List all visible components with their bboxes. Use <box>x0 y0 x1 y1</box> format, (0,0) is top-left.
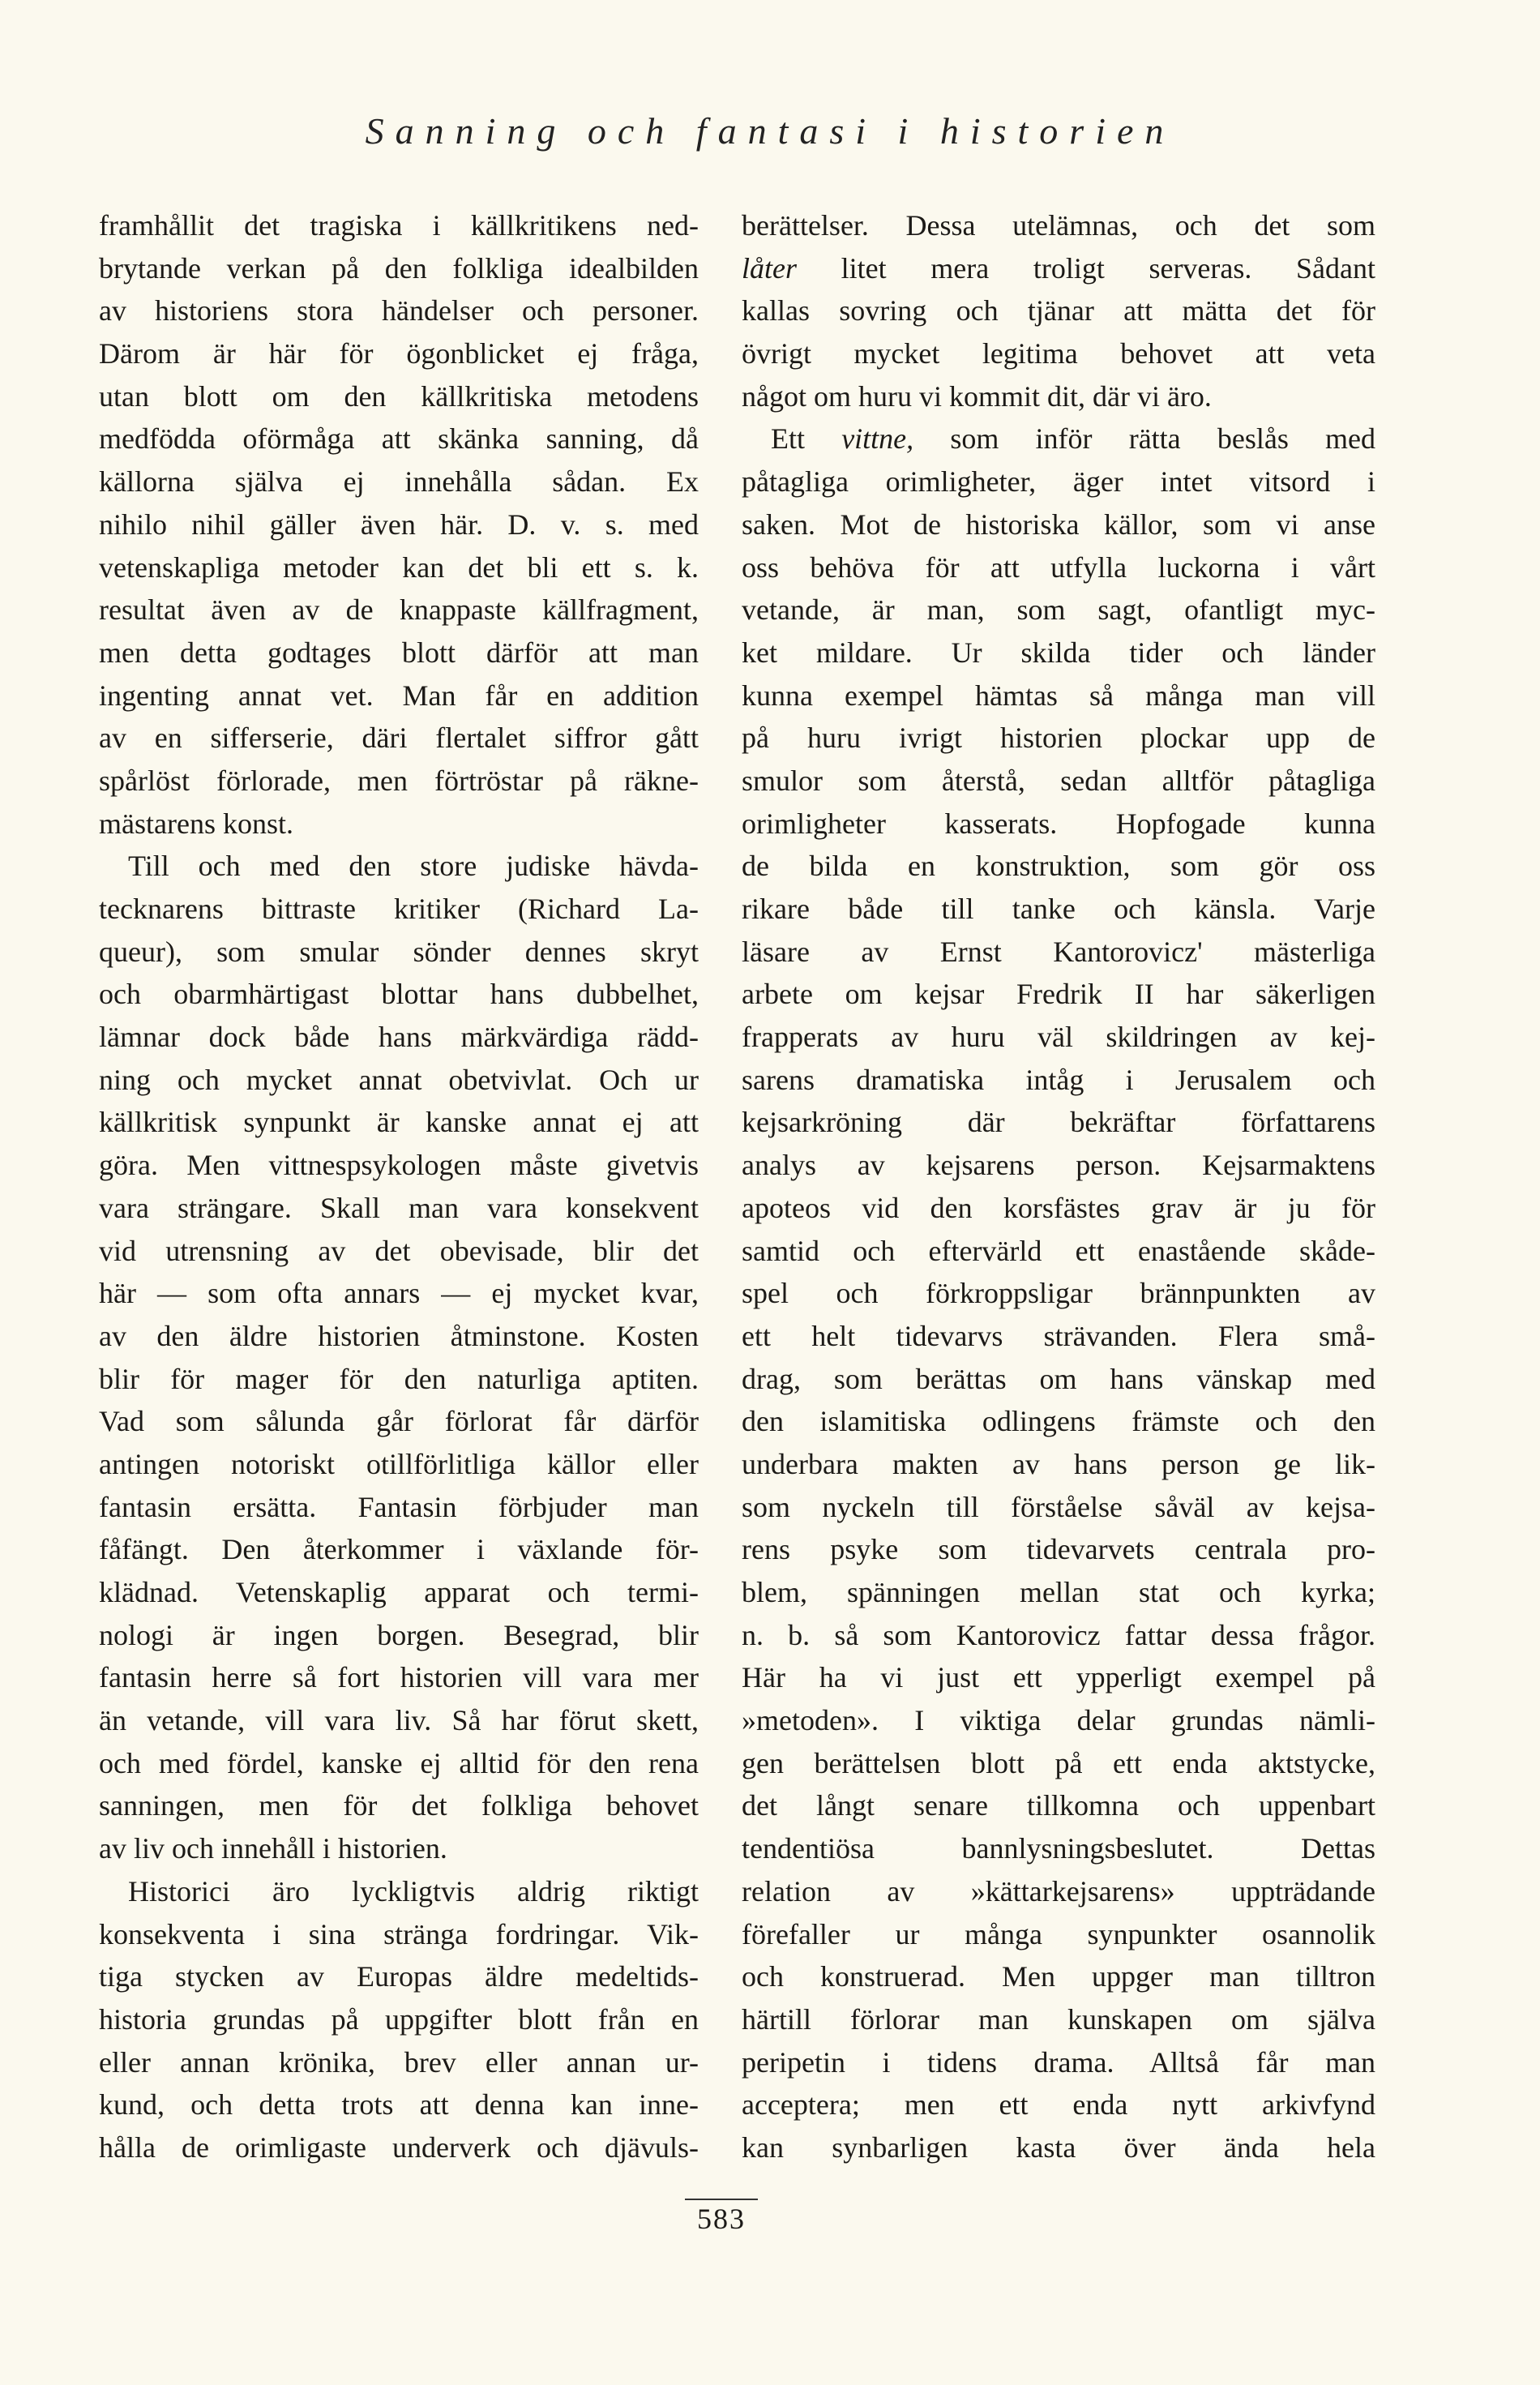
text-line: låter litet mera troligt serveras. Sådant <box>742 251 1375 285</box>
text-line: här — som ofta annars — ej mycket kvar, <box>99 1277 699 1310</box>
text-line: Till och med den store judiske hävda- <box>128 850 699 883</box>
text-line: fantasin herre så fort historien vill vara mer <box>99 1661 699 1694</box>
italic-word: vittne, <box>841 422 914 456</box>
text-line: vid utrensning av det obevisade, blir det <box>99 1234 699 1267</box>
text-line: apoteos vid den korsfästes grav är ju för <box>742 1191 1375 1224</box>
text-line: och med fördel, kanske ej alltid för den rena <box>99 1746 699 1779</box>
text-line: acceptera; men ett enda nytt arkivfynd <box>742 2088 1375 2122</box>
text-line: hålla de orimligaste underverk och djävuls- <box>99 2130 699 2164</box>
text-line: queur), som smular sönder dennes skryt <box>99 935 699 968</box>
text-line: Därom är här för ögonblicket ej fråga, <box>99 337 699 370</box>
text-line: eller annan krönika, brev eller annan ur- <box>99 2045 699 2079</box>
text-line: orimligheter kasserats. Hopfogade kunna <box>742 807 1375 840</box>
text-line: rens psyke som tidevarvets centrala pro- <box>742 1533 1375 1566</box>
text-line: vetande, är man, som sagt, ofantligt myc- <box>742 593 1375 627</box>
text-line: spel och förkroppsligar brännpunkten av <box>742 1277 1375 1310</box>
text-line: underbara makten av hans person ge lik- <box>742 1447 1375 1480</box>
text-line: ett helt tidevarvs strävanden. Flera små- <box>742 1319 1375 1352</box>
text-line: Ett vittne, som inför rätta beslås med <box>771 422 1375 456</box>
text-line: Här ha vi just ett ypperligt exempel på <box>742 1661 1375 1694</box>
text-line: kallas sovring och tjänar att mätta det för <box>742 294 1375 328</box>
text-line: och konstruerad. Men uppger man tilltron <box>742 1960 1375 1993</box>
text-line: tiga stycken av Europas äldre medeltids- <box>99 1960 699 1993</box>
text-line: och obarmhärtigast blottar hans dubbelhet, <box>99 978 699 1011</box>
text-line: analys av kejsarens person. Kejsarmaktens <box>742 1149 1375 1182</box>
text-line: kejsarkröning där bekräftar författarens <box>742 1106 1375 1139</box>
text-line: mästarens konst. <box>99 807 293 840</box>
text-line: Historici äro lyckligtvis aldrig riktigt <box>128 1874 699 1908</box>
text-line: den islamitiska odlingens främste och den <box>742 1405 1375 1438</box>
text-line: tecknarens bittraste kritiker (Richard La- <box>99 893 699 925</box>
text-line: blir för mager för den naturliga aptiten. <box>99 1362 699 1395</box>
text-line: sanningen, men för det folkliga behovet <box>99 1789 699 1822</box>
text-line: resultat även av de knappaste källfragment, <box>99 593 699 627</box>
text-line: de bilda en konstruktion, som gör oss <box>742 850 1375 883</box>
text-line: smulor som återstå, sedan alltför påtagliga <box>742 764 1375 797</box>
italic-word: låter <box>742 251 797 285</box>
text-line: tendentiösa bannlysningsbeslutet. Dettas <box>742 1832 1375 1865</box>
text-line: framhållit det tragiska i källkritikens ned- <box>99 209 699 242</box>
text-line: som nyckeln till förståelse såväl av kejsa- <box>742 1490 1375 1523</box>
text-line: läsare av Ernst Kantorovicz' mästerliga <box>742 935 1375 968</box>
text-line: vetenskapliga metoder kan det bli ett s. k. <box>99 550 699 584</box>
page-number-rule <box>685 2199 758 2200</box>
text-line: kunna exempel hämtas så många man vill <box>742 679 1375 712</box>
text-line: medfödda oförmåga att skänka sanning, då <box>99 422 699 456</box>
text-line: frapperats av huru väl skildringen av kej- <box>742 1021 1375 1054</box>
text-line: göra. Men vittnespsykologen måste givetvis <box>99 1149 699 1182</box>
text-line: kund, och detta trots att denna kan inne- <box>99 2088 699 2122</box>
text-line: klädnad. Vetenskaplig apparat och termi- <box>99 1576 699 1608</box>
text-line: gen berättelsen blott på ett enda aktstycke, <box>742 1746 1375 1779</box>
text-line: nihilo nihil gäller även här. D. v. s. med <box>99 507 699 541</box>
text-line: spårlöst förlorade, men förtröstar på räkne- <box>99 764 699 797</box>
text-line: påtagliga orimligheter, äger intet vitsord i <box>742 465 1375 499</box>
text-line: källorna själva ej innehålla sådan. Ex <box>99 465 699 499</box>
text-line: drag, som berättas om hans vänskap med <box>742 1362 1375 1395</box>
text-line: antingen notoriskt otillförlitliga källor eller <box>99 1447 699 1480</box>
text-line: sarens dramatiska intåg i Jerusalem och <box>742 1063 1375 1096</box>
text-line: nologi är ingen borgen. Besegrad, blir <box>99 1618 699 1651</box>
text-line: kan synbarligen kasta över ända hela <box>742 2130 1375 2164</box>
text-line: källkritisk synpunkt är kanske annat ej att <box>99 1106 699 1139</box>
text-line: konsekventa i sina stränga fordringar. Vik- <box>99 1917 699 1950</box>
text-line: historia grundas på uppgifter blott från en <box>99 2002 699 2036</box>
text-line: saken. Mot de historiska källor, som vi anse <box>742 507 1375 541</box>
text-line: peripetin i tidens drama. Alltså får man <box>742 2045 1375 2079</box>
text-line: härtill förlorar man kunskapen om själva <box>742 2002 1375 2036</box>
running-header: Sanning och fantasi i historien <box>365 110 1175 152</box>
text-line: n. b. så som Kantorovicz fattar dessa frågor. <box>742 1618 1375 1651</box>
text-line: ingenting annat vet. Man får en addition <box>99 679 699 712</box>
text-line: oss behöva för att utfylla luckorna i vårt <box>742 550 1375 584</box>
text-line: av historiens stora händelser och personer. <box>99 294 699 328</box>
text-line: av en sifferserie, däri flertalet siffror gått <box>99 721 699 755</box>
text-line: blem, spänningen mellan stat och kyrka; <box>742 1576 1375 1608</box>
text-line: något om huru vi kommit dit, där vi äro. <box>742 379 1212 413</box>
text-line: ket mildare. Ur skilda tider och länder <box>742 636 1375 669</box>
text-line: av liv och innehåll i historien. <box>99 1832 447 1865</box>
text-line: ning och mycket annat obetvivlat. Och ur <box>99 1063 699 1096</box>
text-line: men detta godtages blott därför att man <box>99 636 699 669</box>
right-text-column <box>742 204 1375 2169</box>
text-line: lämnar dock både hans märkvärdiga rädd- <box>99 1021 699 1054</box>
text-line: arbete om kejsar Fredrik II har säkerligen <box>742 978 1375 1011</box>
text-line: relation av »kättarkejsarens» uppträdande <box>742 1874 1375 1908</box>
text-line: vara strängare. Skall man vara konsekvent <box>99 1191 699 1224</box>
text-line: rikare både till tanke och känsla. Varje <box>742 893 1375 925</box>
text-line: fantasin ersätta. Fantasin förbjuder man <box>99 1490 699 1523</box>
text-line: berättelser. Dessa utelämnas, och det som <box>742 209 1375 242</box>
text-line: samtid och eftervärld ett enastående skåde- <box>742 1234 1375 1267</box>
text-line: brytande verkan på den folkliga idealbilden <box>99 251 699 285</box>
text-line: på huru ivrigt historien plockar upp de <box>742 721 1375 755</box>
page-number: 583 <box>697 2203 746 2235</box>
text-line: övrigt mycket legitima behovet att veta <box>742 337 1375 370</box>
text-line: av den äldre historien åtminstone. Kosten <box>99 1319 699 1352</box>
text-line: utan blott om den källkritiska metodens <box>99 379 699 413</box>
text-line: Vad som sålunda går förlorat får därför <box>99 1405 699 1438</box>
text-line: än vetande, vill vara liv. Så har förut skett, <box>99 1704 699 1737</box>
text-line: förefaller ur många synpunkter osannolik <box>742 1917 1375 1950</box>
text-line: fåfängt. Den återkommer i växlande för- <box>99 1533 699 1566</box>
text-line: det långt senare tillkomna och uppenbart <box>742 1789 1375 1822</box>
left-text-column <box>99 204 699 2169</box>
text-line: »metoden». I viktiga delar grundas nämli- <box>742 1704 1375 1737</box>
